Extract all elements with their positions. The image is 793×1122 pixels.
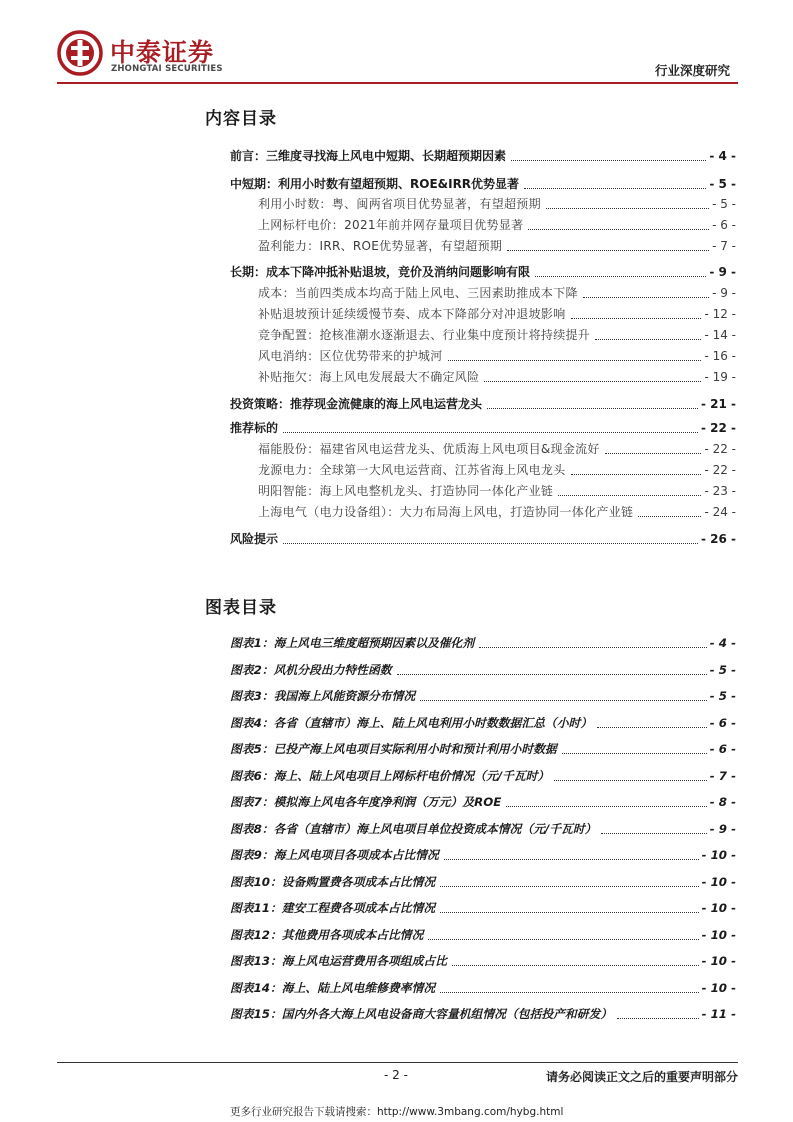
toc-entry[interactable]: 补贴退坡预计延续缓慢节奏、成本下降部分对冲退坡影响 - 12 - <box>258 307 736 321</box>
figure-entry[interactable]: 图表1：海上风电三维度超预期因素以及催化剂 - 4 - <box>230 636 736 650</box>
toc-entry[interactable]: 上网标杆电价：2021年前并网存量项目优势显著 - 6 - <box>258 218 736 232</box>
figure-entry[interactable]: 图表4：各省（直辖市）海上、陆上风电利用小时数数据汇总（小时） - 6 - <box>230 715 736 730</box>
toc-entry[interactable]: 明阳智能：海上风电整机龙头、打造协同一体化产业链 - 23 - <box>258 484 736 498</box>
figure-entry[interactable]: 图表5：已投产海上风电项目实际利用小时和预计利用小时数据 - 6 - <box>230 742 736 756</box>
toc-entry[interactable]: 福能股份：福建省风电运营龙头、优质海上风电项目&现金流好 - 22 - <box>258 442 736 456</box>
figure-entry[interactable]: 图表13：海上风电运营费用各项组成占比 - 10 - <box>230 954 736 968</box>
zhongtai-logo-icon <box>57 30 103 76</box>
toc-entry[interactable]: 推荐标的 - 22 - <box>230 421 736 435</box>
disclaimer-note: 请务必阅读正文之后的重要声明部分 <box>545 1070 738 1084</box>
toc-entry[interactable]: 补贴拖欠：海上风电发展最大不确定风险 - 19 - <box>258 370 736 384</box>
report-type-label: 行业深度研究 <box>654 63 730 78</box>
page-number: - 2 - <box>384 1068 408 1082</box>
figure-entry[interactable]: 图表15：国内外各大海上风电设备商大容量机组情况（包括投产和研发） - 11 - <box>230 1007 736 1021</box>
download-note[interactable]: 更多行业研究报告下载请搜索：http://www.3mbang.com/hybg.html <box>230 1106 564 1118</box>
footer-divider <box>57 1062 738 1063</box>
figure-entry[interactable]: 图表6：海上、陆上风电项目上网标杆电价情况（元/千瓦时） - 7 - <box>230 768 736 783</box>
toc-entry[interactable]: 盈利能力：IRR、ROE优势显著，有望超预期 - 7 - <box>258 239 736 253</box>
toc-entry[interactable]: 投资策略：推荐现金流健康的海上风电运营龙头 - 21 - <box>230 397 736 411</box>
figures-toc-title: 图表目录 <box>205 598 277 618</box>
toc-entry[interactable]: 成本：当前四类成本均高于陆上风电、三因素助推成本下降 - 9 - <box>258 286 736 300</box>
toc-entry[interactable]: 中短期：利用小时数有望超预期、ROE&IRR优势显著 - 5 - <box>230 177 736 191</box>
figure-entry[interactable]: 图表14：海上、陆上风电维修费率情况 - 10 - <box>230 980 736 995</box>
logo-chinese-name: 中泰证券 <box>110 38 215 67</box>
logo-english-name: ZHONGTAI SECURITIES <box>111 64 223 74</box>
figure-entry[interactable]: 图表9：海上风电项目各项成本占比情况 - 10 - <box>230 848 736 862</box>
toc-entry[interactable]: 龙源电力：全球第一大风电运营商、江苏省海上风电龙头 - 22 - <box>258 463 736 477</box>
toc-entry[interactable]: 上海电气（电力设备组）：大力布局海上风电，打造协同一体化产业链 - 24 - <box>258 505 736 519</box>
header-divider <box>57 82 738 84</box>
toc-entry[interactable]: 竞争配置：抢核准潮水逐渐退去、行业集中度预计将持续提升 - 14 - <box>258 328 736 342</box>
figure-entry[interactable]: 图表10：设备购置费各项成本占比情况 - 10 - <box>230 874 736 889</box>
figure-entry[interactable]: 图表7：模拟海上风电各年度净利润（万元）及ROE - 8 - <box>230 795 736 809</box>
company-logo <box>57 30 257 80</box>
toc-title: 内容目录 <box>205 109 277 129</box>
figure-entry[interactable]: 图表12：其他费用各项成本占比情况 - 10 - <box>230 927 736 942</box>
figure-entry[interactable]: 图表3：我国海上风能资源分布情况 - 5 - <box>230 689 736 703</box>
toc-entry[interactable]: 风险提示 - 26 - <box>230 532 736 546</box>
figure-entry[interactable]: 图表2：风机分段出力特性函数 - 5 - <box>230 662 736 677</box>
toc-entry[interactable]: 长期：成本下降冲抵补贴退坡，竞价及消纳问题影响有限 - 9 - <box>230 265 736 279</box>
toc-entry[interactable]: 前言：三维度寻找海上风电中短期、长期超预期因素 - 4 - <box>230 149 736 163</box>
figure-entry[interactable]: 图表11：建安工程费各项成本占比情况 - 10 - <box>230 901 736 915</box>
figure-entry[interactable]: 图表8：各省（直辖市）海上风电项目单位投资成本情况（元/千瓦时） - 9 - <box>230 821 736 836</box>
toc-entry[interactable]: 风电消纳：区位优势带来的护城河 - 16 - <box>258 349 736 363</box>
toc-entry[interactable]: 利用小时数：粤、闽两省项目优势显著，有望超预期 - 5 - <box>258 197 736 211</box>
